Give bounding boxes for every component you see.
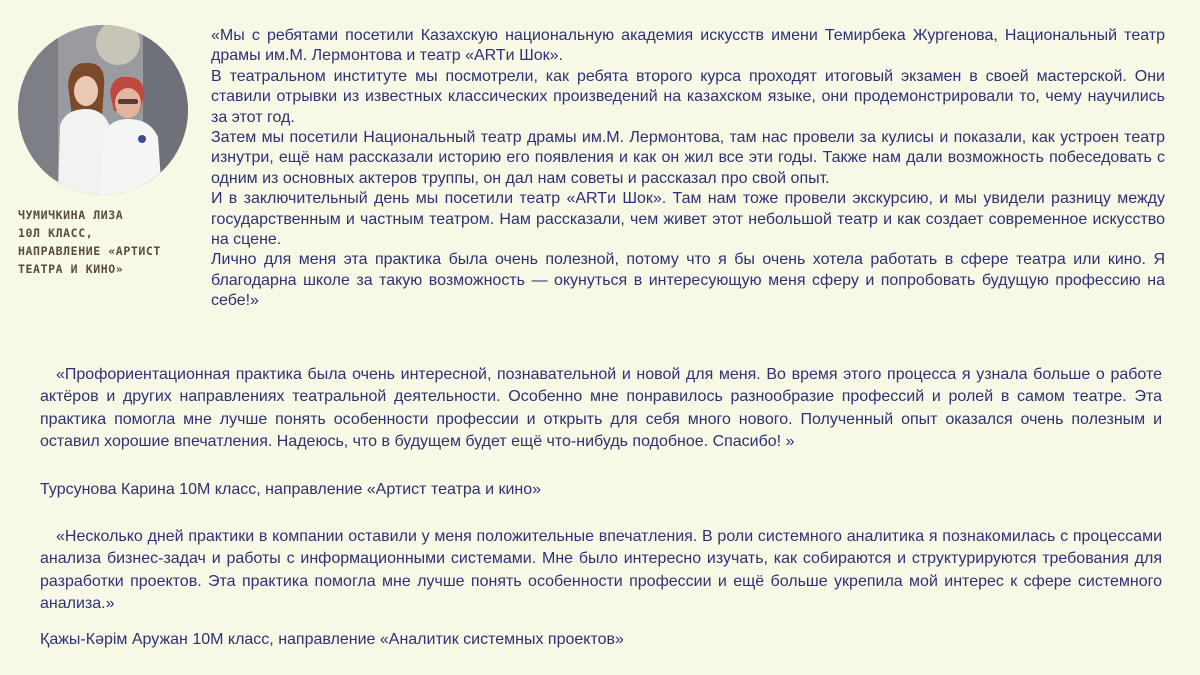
testimonial-3-quote: «Несколько дней практики в компании оставили у меня положительные впечатления. В роли системного аналитика я познакомилась с процессами анализа бизнес-задач и работы с информационными системами. Мне было интересно изучать, как собираются и структурируются требования для разработки проектов. Эта практика помогла мне лучше понять особенности профессии и ещё больше укрепила мой интерес к сфере системного анализа.»	[40, 528, 1162, 612]
student-caption	[18, 206, 200, 278]
student-direction-line1: НАПРАВЛЕНИЕ «АРТИСТ	[18, 244, 161, 258]
testimonial-1-paragraph: «Мы с ребятами посетили Казахскую национальную академия искусств имени Темирбека Жургенова, Национальный театр драмы им.М. Лермонтова и театр «ARTи Шок».	[211, 27, 1165, 65]
student-photo	[18, 25, 188, 195]
student-class: 10Л КЛАСС,	[18, 226, 94, 240]
testimonial-1-paragraph: Затем мы посетили Национальный театр драмы им.М. Лермонтова, там нас провели за кулисы и показали, как устроен театр изнутри, ещё нам рассказали историю его появления и как он жил все эти годы. Также нам дали возможность побеседовать с одним из основных актеров труппы, он дал нам советы и рассказал про свой опыт.	[211, 129, 1165, 187]
student-photo-illustration	[18, 25, 188, 195]
student-name: ЧУМИЧКИНА ЛИЗА	[18, 208, 124, 222]
testimonial-3	[40, 526, 1162, 615]
testimonial-1	[211, 26, 1165, 312]
student-direction-line2: ТЕАТРА И КИНО»	[18, 262, 124, 276]
testimonial-3-signature: Қажы-Кәрім Аружан 10М класс, направление «Аналитик системных проектов»	[40, 631, 624, 648]
testimonial-2-quote: «Профориентационная практика была очень интересной, познавательной и новой для меня. Во время этого процесса я узнала больше о работе актёров и других направлениях театральной деятельности. Особенно мне понравилось разнообразие профессий и ролей в самом театре. Эта практика помогла мне лучше понять особенности профессии и открыть для себя много нового. Полученный опыт оказался очень полезным и оставил хорошие впечатления. Надеюсь, что в будущем будет ещё что-нибудь подобное. Спасибо! »	[40, 366, 1162, 450]
testimonial-2	[40, 364, 1162, 453]
testimonial-1-paragraph: В театральном институте мы посмотрели, как ребята второго курса проходят итоговый экзамен в своей мастерской. Они ставили отрывки из известных классических произведений на казахском языке, они продемонстрировали то, чему научились за этот год.	[211, 67, 1165, 126]
testimonial-2-signature: Турсунова Карина 10М класс, направление «Артист театра и кино»	[40, 481, 542, 498]
testimonial-1-paragraph: И в заключительный день мы посетили театр «ARTи Шок». Там нам тоже провели экскурсию, и мы увидели разницу между государственным и частным театром. Нам рассказали, чем живет этот небольшой театр и как создает современное искусство на сцене.	[211, 190, 1165, 249]
testimonial-1-paragraph: Лично для меня эта практика была очень полезной, потому что я бы очень хотела работать в сфере театра или кино. Я благодарна школе за такую возможность — окунуться в интересующую меня сферу и попробовать будущую профессию на себе!»	[211, 251, 1165, 310]
